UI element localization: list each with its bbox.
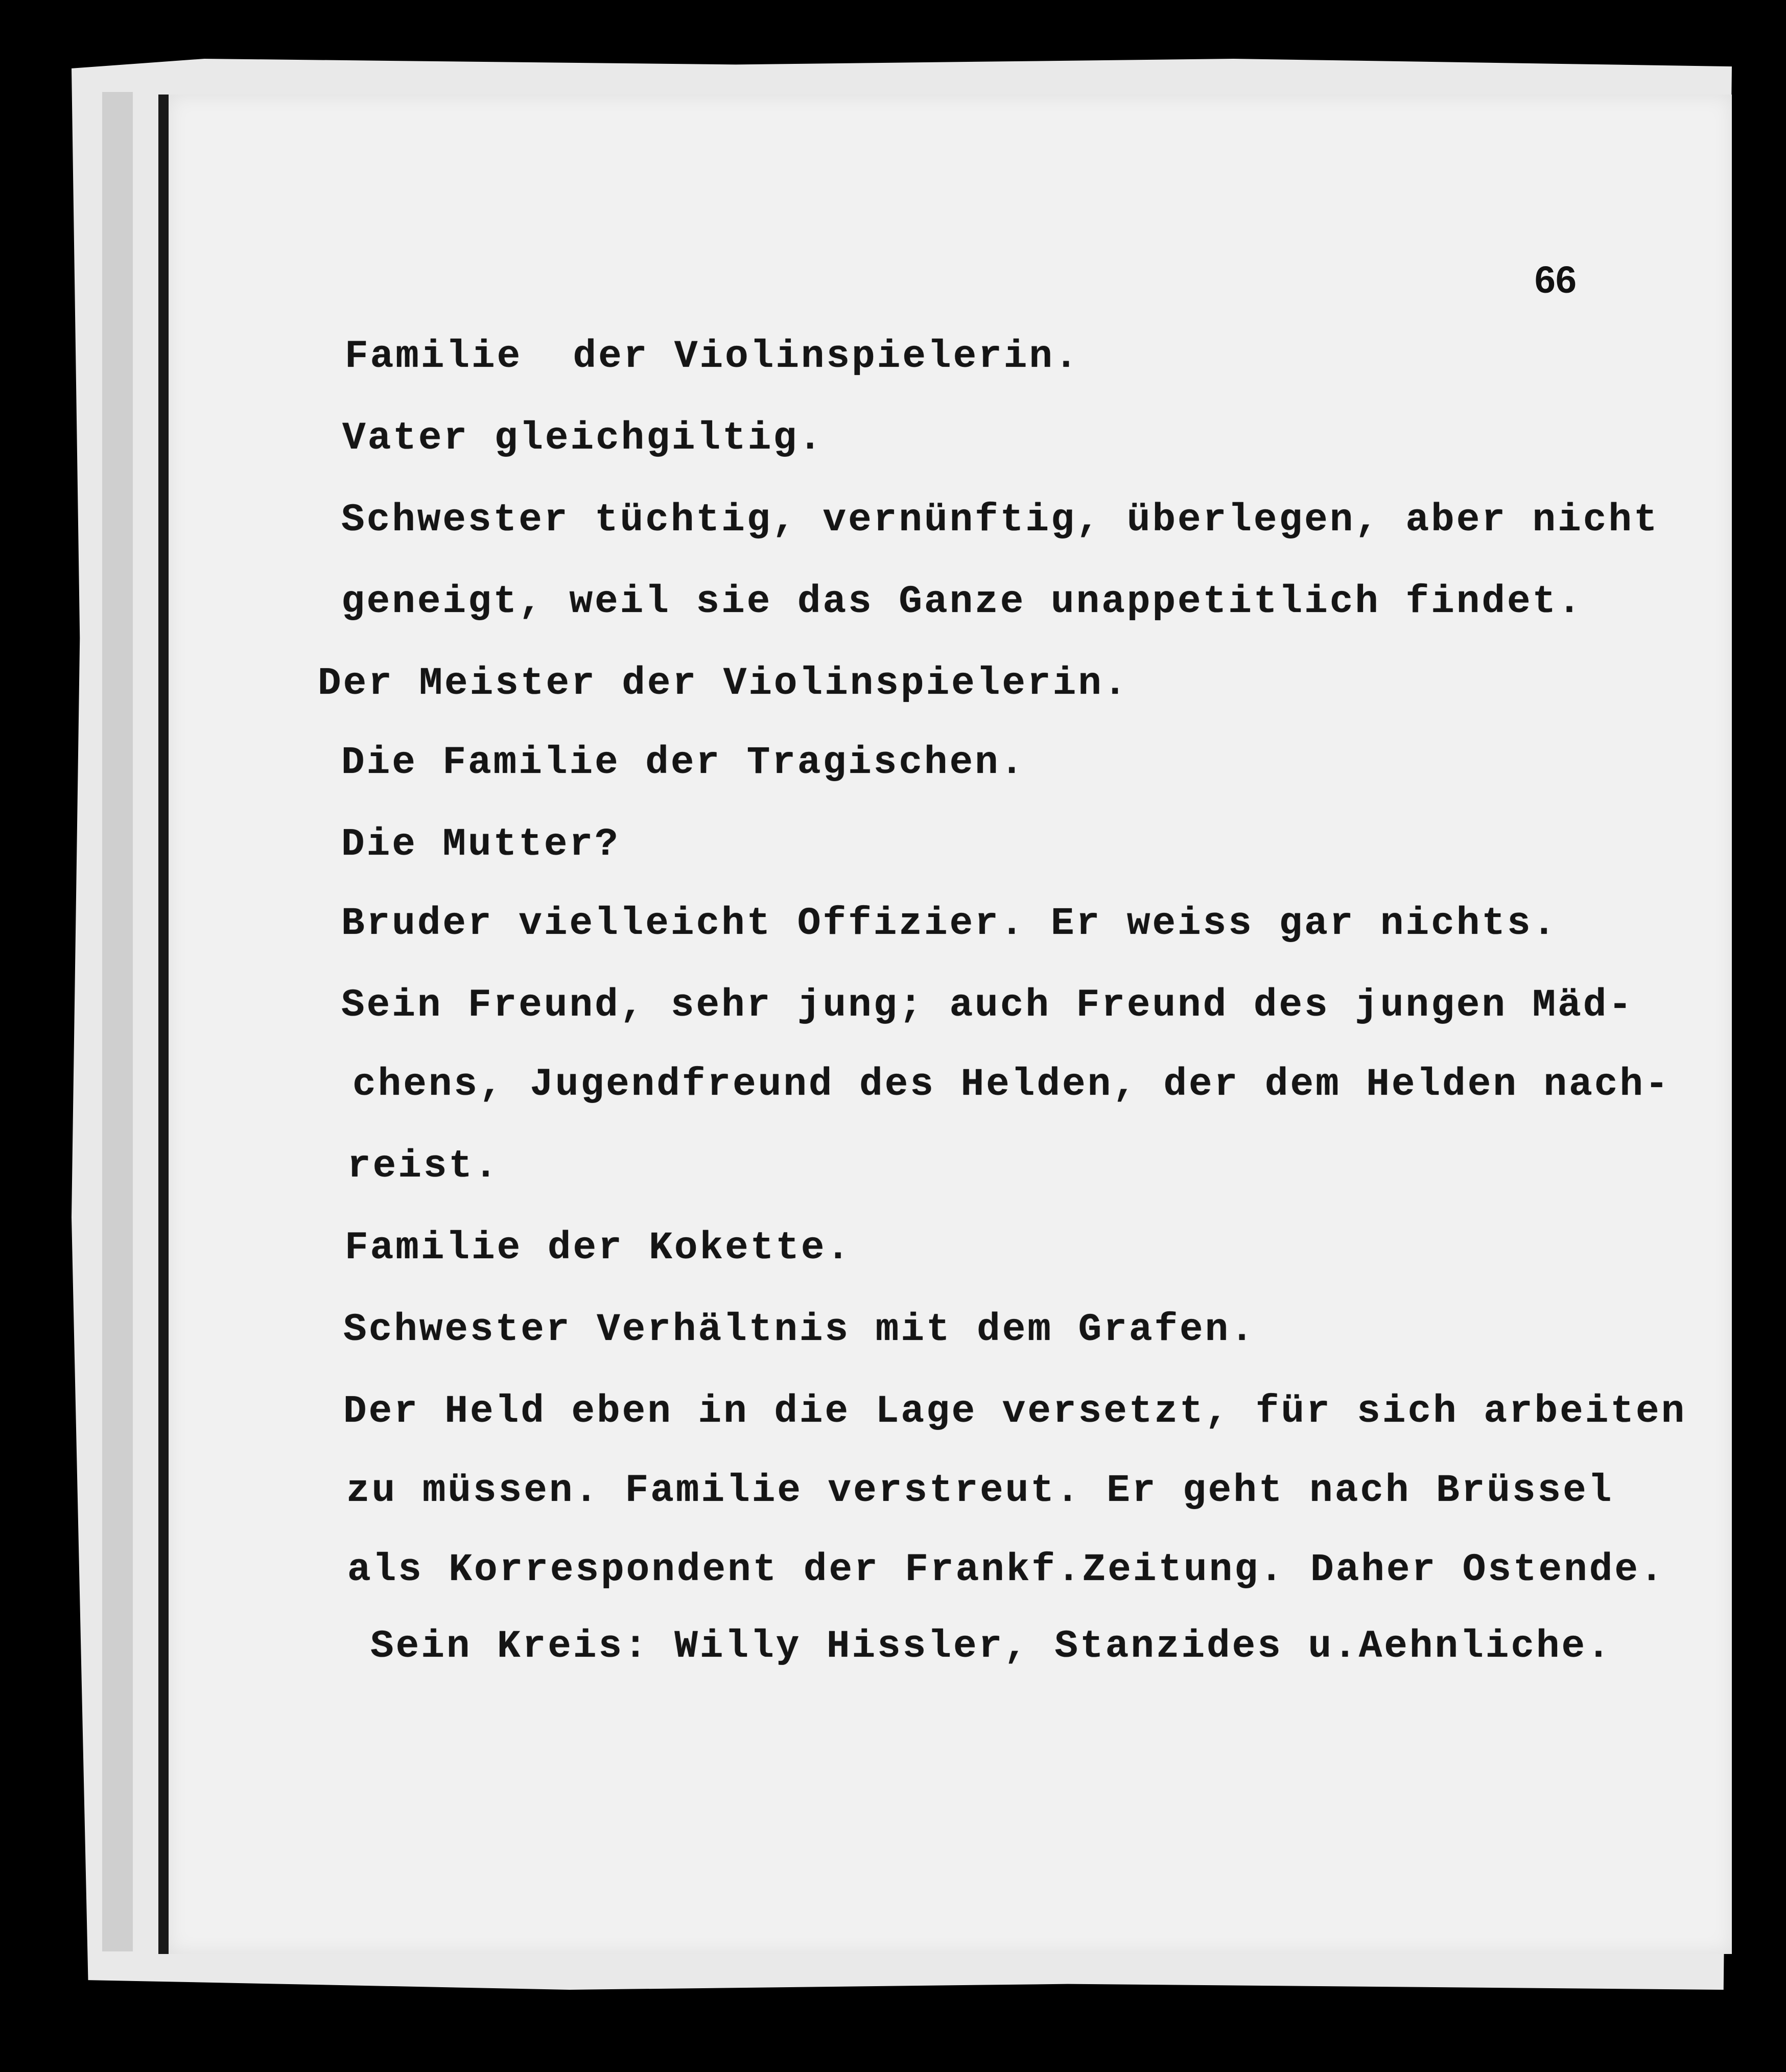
text-line: Der Held eben in die Lage versetzt, für sich arbeiten: [343, 1390, 1687, 1433]
text-line: chens, Jugendfreund des Helden, der dem Helden nach-: [353, 1063, 1671, 1106]
text-line: Die Mutter?: [341, 822, 620, 866]
text-line: geneigt, weil sie das Ganze unappetitlich findet.: [341, 580, 1583, 624]
text-line: Schwester Verhältnis mit dem Grafen.: [343, 1308, 1256, 1352]
text-line: Der Meister der Violinspielerin.: [318, 662, 1129, 705]
text-line: Bruder vielleicht Offizier. Er weiss gar nichts.: [341, 902, 1558, 946]
text-line: Familie der Violinspielerin.: [345, 335, 1080, 379]
page-number: 66: [1534, 258, 1577, 301]
text-line: zu müssen. Familie verstreut. Er geht nach Brüssel: [346, 1469, 1614, 1513]
text-line: Vater gleichgiltig.: [342, 416, 824, 460]
text-line: Sein Freund, sehr jung; auch Freund des jungen Mäd-: [341, 983, 1634, 1027]
text-line: Schwester tüchtig, vernünftig, überlegen, aber nicht: [341, 498, 1659, 542]
text-line: Familie der Kokette.: [345, 1226, 852, 1270]
paper-shadow-edge: [158, 95, 169, 1954]
text-line: Die Familie der Tragischen.: [341, 741, 1026, 785]
text-line: Sein Kreis: Willy Hissler, Stanzides u.Aehnliche.: [370, 1624, 1612, 1668]
text-line: reist.: [347, 1144, 500, 1188]
paper-edge: [102, 92, 133, 1951]
text-line: als Korrespondent der Frankf.Zeitung. Daher Ostende.: [347, 1548, 1665, 1592]
